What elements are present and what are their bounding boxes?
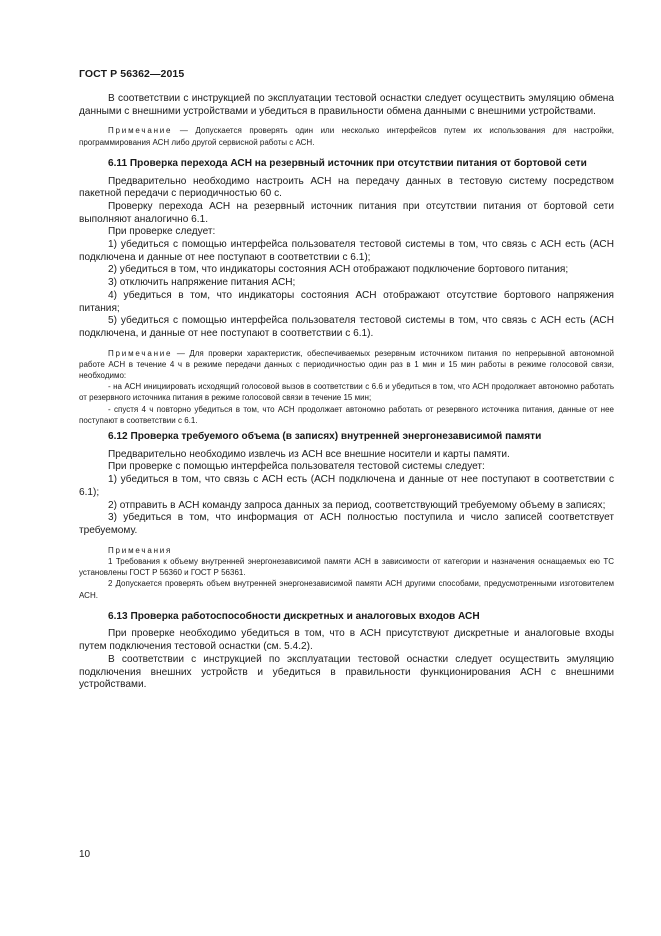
list-item: 3) убедиться в том, что информация от АСН полностью поступила и число записей соответствует требуемому. <box>79 512 614 536</box>
page-body <box>79 93 614 692</box>
note-text: — Для проверки характеристик, обеспечиваемых резервным источником питания по непрерывной автономной работе АСН в течение 4 ч в режиме передачи данных с периодичностью один раз в 1 мин и 15 мин работы в режиме голосовой связи, необходимо: <box>79 348 614 381</box>
paragraph: Предварительно необходимо извлечь из АСН все внешние носители и карты памяти. <box>108 448 510 460</box>
list-item: 5) убедиться с помощью интерфейса пользователя тестовой системы в том, что связь с АСН есть (АСН подключена, и данные от нее поступают в соответствии с 6.1). <box>79 315 614 339</box>
note-list-item: - спустя 4 ч повторно убедиться в том, что АСН продолжает автономно работать от резервного источника питания, данные от нее поступают в соответствии с 6.1. <box>79 404 614 425</box>
note-list-item: - на АСН инициировать исходящий голосовой вызов в соответствии с 6.6 и убедиться в том, что АСН продолжает автономно работать от резервного источника питания в режиме голосовой связи в течение 15 мин; <box>79 382 614 403</box>
list-item: 2) убедиться в том, что индикаторы состояния АСН отображают подключение бортового питания; <box>108 264 569 276</box>
section-6-13-title: 6.13 Проверка работоспособности дискретных и аналоговых входов АСН <box>108 610 480 622</box>
paragraph: Предварительно необходимо настроить АСН на передачу данных в тестовую систему посредством пакетной передачи с периодичностью 60 с. <box>79 175 614 200</box>
list-item: 2) отправить в АСН команду запроса данных за период, соответствующий требуемому объему в записях; <box>108 499 606 511</box>
list-item: 1) убедиться с помощью интерфейса пользователя тестовой системы в том, что связь с АСН есть (АСН подключена и данные от нее поступают в соответствии с 6.1); <box>79 239 614 263</box>
paragraph: При проверке необходимо убедиться в том, что в АСН присутствуют дискретные и аналоговые входы путем подключения тестовой оснастки (см. 5.4.2). <box>79 628 614 653</box>
note-text: — Допускается проверять один или несколько интерфейсов путем их использования для настройки, программирования АСН либо другой сервисной работы с АСН. <box>79 126 614 147</box>
note-backup-power <box>79 348 614 382</box>
paragraph: При проверке следует: <box>108 226 216 238</box>
document-code: ГОСТ Р 56362—2015 <box>79 68 185 80</box>
note-item: 2 Допускается проверять объем внутренней энергонезависимой памяти АСН другими способами, предусмотренными изготовителем АСН. <box>79 579 614 600</box>
page-number: 10 <box>79 849 91 860</box>
paragraph-intro: В соответствии с инструкцией по эксплуатации тестовой оснастки следует осуществить эмуляцию обмена данными с внешними устройствами и убедиться в правильности обмена данными с внешними устройствами. <box>79 93 614 117</box>
paragraph: В соответствии с инструкцией по эксплуатации тестовой оснастки следует осуществить эмуляцию подключения внешних устройств и убедиться в правильности функционирования АСН с внешними устройствами. <box>79 653 614 691</box>
notes-heading <box>79 545 614 556</box>
list-item: 1) убедиться в том, что связь с АСН есть (АСН подключена и данные от нее поступают в соответствии с 6.1); <box>79 474 614 498</box>
note-item: 1 Требования к объему внутренней энергонезависимой памяти АСН в зависимости от категории и назначения оснащаемых ею ТС установлены ГОСТ Р 56360 и ГОСТ Р 56361. <box>79 556 614 578</box>
list-item: 3) отключить напряжение питания АСН; <box>108 277 296 289</box>
section-6-12-title: 6.12 Проверка требуемого объема (в записях) внутренней энергонезависимой памяти <box>108 431 542 443</box>
notes-label: Примечания <box>108 545 173 555</box>
section-6-11-title: 6.11 Проверка перехода АСН на резервный источник при отсутствии питания от бортовой сети <box>108 157 587 169</box>
note-interfaces <box>79 125 614 147</box>
list-item: 4) убедиться в том, что индикаторы состояния АСН отображают отсутствие бортового напряжения питания; <box>79 289 614 314</box>
paragraph: При проверке с помощью интерфейса пользователя тестовой системы следует: <box>108 461 485 473</box>
note-label: Примечание <box>108 126 173 136</box>
paragraph: Проверку перехода АСН на резервный источник питания при отсутствии питания от бортовой сети выполняют аналогично 6.1. <box>79 200 614 225</box>
note-label: Примечание <box>108 348 173 358</box>
